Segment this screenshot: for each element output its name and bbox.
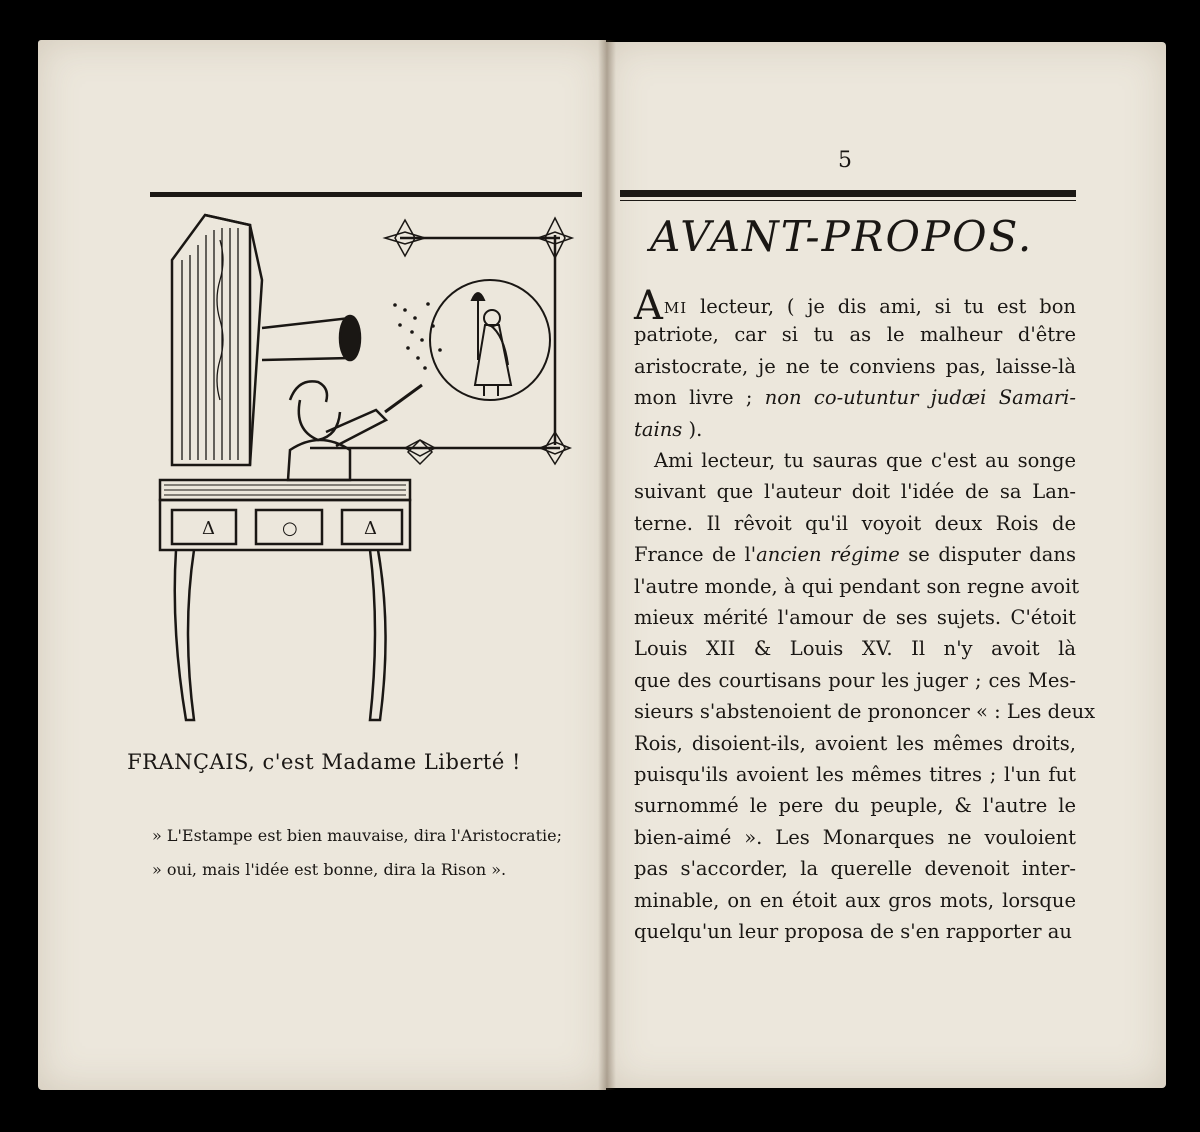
body-line: mon livre ; non co-utuntur judæi Samari- bbox=[634, 386, 1076, 410]
body-line: pas s'accorder, la querelle devenoit inter- bbox=[634, 857, 1076, 881]
body-line: Rois, disoient-ils, avoient les mêmes droits, bbox=[634, 731, 1076, 755]
drawer-symbol-left: Δ bbox=[202, 518, 215, 539]
body-line: mieux mérité l'amour de ses sujets. C'étoit bbox=[634, 606, 1076, 629]
page-number: 5 bbox=[838, 148, 852, 173]
magic-lantern-showman-icon bbox=[172, 215, 422, 480]
right-top-rule-thin bbox=[620, 200, 1076, 201]
body-line: Louis XII & Louis XV. Il n'y avoit là bbox=[634, 637, 1076, 661]
body-line: minable, on en étoit aux gros mots, lorsque bbox=[634, 888, 1076, 912]
italic-text: tains bbox=[634, 417, 683, 441]
quote-line-1: » L'Estampe est bien mauvaise, dira l'Aristocratie; bbox=[152, 826, 562, 845]
body-line: aristocrate, je ne te conviens pas, laisse-là bbox=[634, 354, 1076, 378]
liberty-figure-icon bbox=[430, 280, 550, 400]
body-line: puisqu'ils avoient les mêmes titres ; l'un fut bbox=[634, 763, 1076, 786]
quote-line-2: » oui, mais l'idée est bonne, dira la Rison ». bbox=[152, 860, 507, 879]
body-line: terne. Il rêvoit qu'il voyoit deux Rois de bbox=[634, 511, 1076, 535]
italic-text: ancien régime bbox=[756, 543, 900, 567]
body-line: France de l'ancien régime se disputer dans bbox=[634, 543, 1076, 567]
book-gutter bbox=[598, 40, 616, 1090]
small-caps: MI bbox=[663, 299, 688, 317]
body-line: quelqu'un leur proposa de s'en rapporter au bbox=[634, 920, 1072, 943]
body-line: Ami lecteur, tu sauras que c'est au songe bbox=[654, 449, 1076, 472]
body-line: AMI lecteur, ( je dis ami, si tu est bon bbox=[634, 283, 1076, 329]
engraving-illustration bbox=[150, 200, 590, 730]
left-top-rule bbox=[150, 192, 582, 197]
body-line: suivant que l'auteur doit l'idée de sa Lan- bbox=[634, 480, 1076, 504]
body-line: patriote, car si tu as le malheur d'être bbox=[634, 323, 1076, 347]
illustration-caption: FRANÇAIS, c'est Madame Liberté ! bbox=[127, 750, 521, 774]
right-top-rule bbox=[620, 190, 1076, 197]
body-line: surnommé le pere du peuple, & l'autre le bbox=[634, 794, 1076, 818]
body-line: l'autre monde, à qui pendant son regne avoit bbox=[634, 574, 1080, 598]
body-line: bien-aimé ». Les Monarques ne vouloient bbox=[634, 825, 1076, 849]
drawer-symbol-right: Δ bbox=[364, 518, 377, 539]
body-line: tains ). bbox=[634, 417, 703, 441]
body-line: sieurs s'abstenoient de prononcer « : Les deux bbox=[634, 700, 1096, 724]
body-line: que des courtisans pour les juger ; ces Mes- bbox=[634, 668, 1076, 692]
light-rays bbox=[393, 302, 442, 370]
chapter-heading: AVANT-PROPOS. bbox=[650, 212, 1034, 261]
drop-cap: A bbox=[634, 283, 663, 329]
drawer-symbol-center: ○ bbox=[282, 518, 298, 539]
table-drawing bbox=[160, 480, 410, 720]
italic-text: non co-utuntur judæi Samari- bbox=[764, 386, 1076, 410]
